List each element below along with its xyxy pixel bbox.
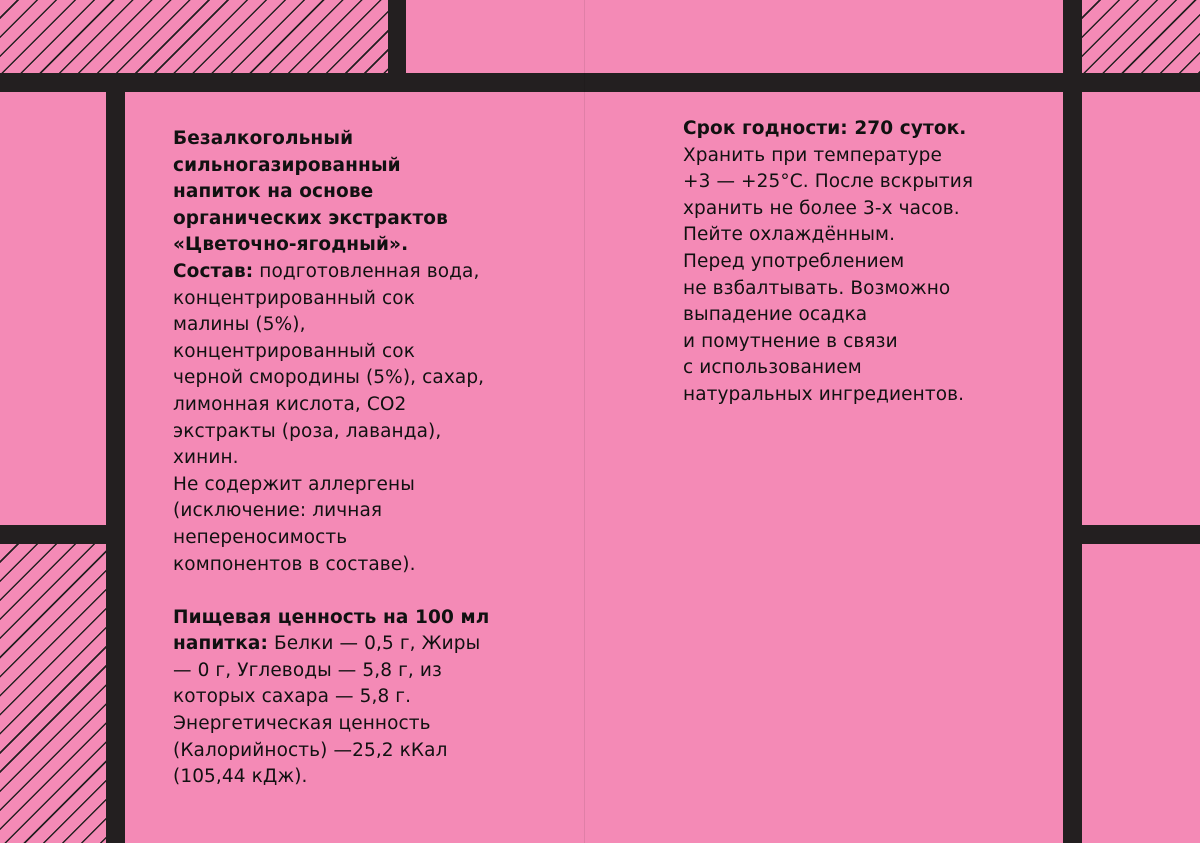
shelf-life xyxy=(683,116,1053,409)
storage-line: с использованием xyxy=(683,357,862,379)
allergen-line: компонентов в составе). xyxy=(173,553,416,575)
product-title-line: «Цветочно-ягодный». xyxy=(173,234,409,256)
composition-line: концентрированный сок xyxy=(173,287,415,309)
panel-right-middle xyxy=(1082,92,1200,525)
storage-line: Перед употреблением xyxy=(683,250,905,272)
storage-line: Хранить при температуре xyxy=(683,144,942,166)
storage-line: +3 — +25°C. После вскрытия xyxy=(683,171,974,193)
nutrition-label: Пищевая ценность на 100 мл xyxy=(173,606,490,628)
product-title-line: напиток на основе xyxy=(173,181,374,203)
shelf-life-heading: Срок годности: 270 суток. xyxy=(683,118,967,139)
hatched-panel-top-left xyxy=(0,0,388,73)
nutrition-line: Энергетическая ценность xyxy=(173,713,431,735)
hatched-panel-top-right xyxy=(1082,0,1200,73)
nutrition-facts xyxy=(173,605,573,791)
product-title-line: сильногазированный xyxy=(173,154,401,176)
nutrition-line: (Калорийность) —25,2 кКал xyxy=(173,739,448,761)
nutrition-label: напитка: xyxy=(173,633,268,655)
storage-line: не взбалтывать. Возможно xyxy=(683,277,951,299)
product-title xyxy=(173,126,573,259)
product-title-line: Безалкогольный xyxy=(173,128,354,149)
composition-line: экстракты (роза, лаванда), xyxy=(173,420,442,442)
composition-line: подготовленная вода, xyxy=(253,260,480,282)
storage-line: выпадение осадка xyxy=(683,304,868,326)
composition xyxy=(173,259,573,472)
panel-top-center xyxy=(406,0,1063,73)
right-column xyxy=(683,116,1053,409)
left-column xyxy=(173,126,573,791)
composition-line: черной смородины (5%), сахар, xyxy=(173,367,485,389)
composition-line: хинин. xyxy=(173,447,239,469)
allergen-line: Не содержит аллергены xyxy=(173,473,415,495)
composition-line: лимонная кислота, CO2 xyxy=(173,393,407,415)
composition-line: малины (5%), xyxy=(173,314,306,336)
paragraph-gap xyxy=(173,578,573,605)
storage-line: натуральных ингредиентов. xyxy=(683,383,965,405)
storage-line: хранить не более 3-х часов. xyxy=(683,197,960,219)
hatched-panel-bottom-left xyxy=(0,544,106,843)
allergen-line: непереносимость xyxy=(173,526,348,548)
allergen-note xyxy=(173,472,573,578)
panel-left-middle xyxy=(0,92,106,525)
nutrition-line: которых сахара — 5,8 г. xyxy=(173,686,412,708)
nutrition-line: (105,44 кДж). xyxy=(173,766,308,788)
nutrition-line: Белки — 0,5 г, Жиры xyxy=(267,633,481,655)
fold-line xyxy=(584,0,585,843)
allergen-line: (исключение: личная xyxy=(173,500,383,522)
storage-line: Пейте охлаждённым. xyxy=(683,224,896,246)
composition-label: Состав: xyxy=(173,260,254,282)
composition-line: концентрированный сок xyxy=(173,340,415,362)
nutrition-line: — 0 г, Углеводы — 5,8 г, из xyxy=(173,659,442,681)
storage-line: и помутнение в связи xyxy=(683,330,898,352)
panel-right-bottom xyxy=(1082,544,1200,843)
product-title-line: органических экстрактов xyxy=(173,207,448,229)
